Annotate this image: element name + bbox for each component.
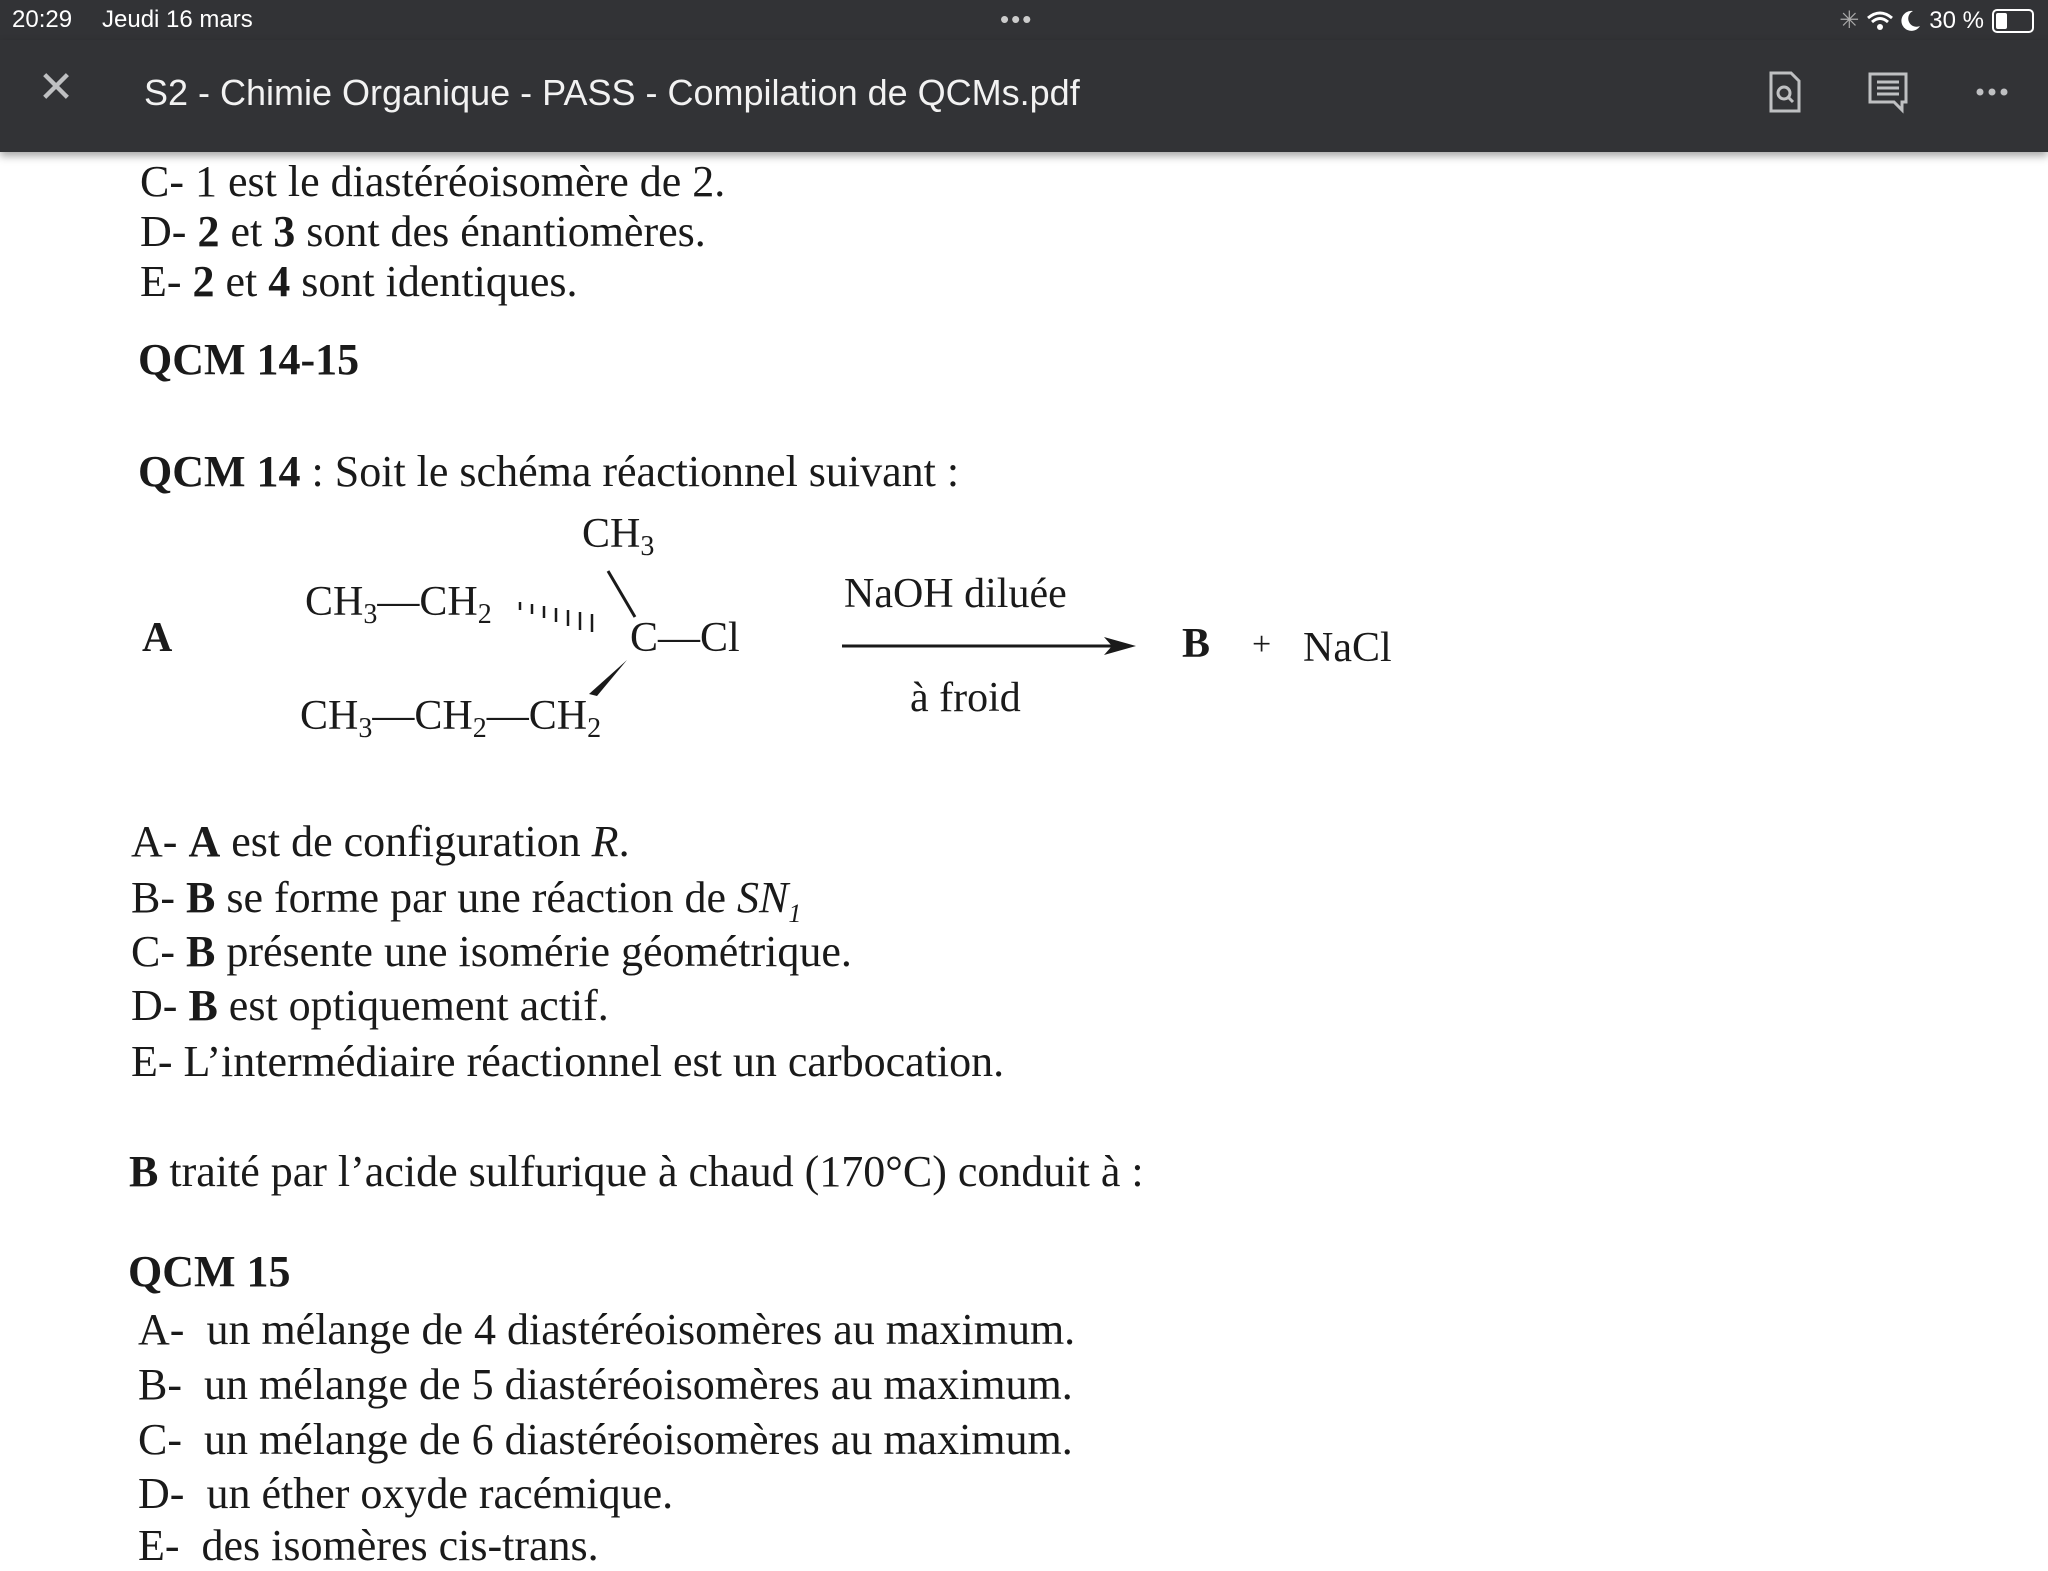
chiral-carbon: C—Cl (630, 615, 740, 661)
multitasking-dots-icon[interactable]: ••• (1000, 4, 1034, 34)
qcm15-option-d: D- un éther oxyde racémique. (138, 1469, 674, 1518)
battery-percent: 30 % (1929, 6, 1984, 34)
moon-icon (1901, 10, 1921, 32)
qcm14-option-d: D- B est optiquement actif. (131, 981, 609, 1030)
prev-option-c: C- 1 est le diastéréoisomère de 2. (140, 157, 726, 206)
more-icon[interactable] (1970, 70, 2014, 114)
qcm15-option-b: B- un mélange de 5 diastéréoisomères au maximum. (138, 1360, 1073, 1409)
qcm15-title: QCM 15 (128, 1247, 291, 1296)
reactant-a-label: A (142, 615, 173, 661)
reaction-arrow-icon (842, 634, 1142, 658)
qcm14-option-a: A- A est de configuration R. (131, 817, 630, 866)
qcm14-option-b: B- B se forme par une réaction de $SN_1$ (131, 873, 802, 928)
status-icons (1839, 6, 2034, 35)
ethyl-group-left: $CH_3—CH_2$ (305, 579, 492, 630)
qcm14-option-e: E- L’intermédiaire réactionnel est un carbocation. (131, 1037, 1005, 1086)
stereo-bonds (500, 560, 660, 700)
byproduct-label: NaCl (1303, 625, 1392, 671)
loading-icon: ✳ (1839, 7, 1860, 34)
qcm15-option-a: A- un mélange de 4 diastéréoisomères au maximum. (138, 1305, 1076, 1354)
reagent-label: NaOH diluée (844, 571, 1067, 617)
qcm14-option-c: C- B présente une isomérie géométrique. (131, 927, 852, 976)
prev-option-e: E- 2 et 4 sont identiques. (140, 257, 578, 306)
status-bar (0, 0, 2048, 40)
comments-icon[interactable] (1866, 70, 1910, 114)
qcm15-option-c: C- un mélange de 6 diastéréoisomères au maximum. (138, 1415, 1073, 1464)
condition-label: à froid (910, 675, 1021, 721)
methyl-group: $CH_3$ (582, 511, 655, 562)
pdf-toolbar (0, 40, 2048, 152)
document-title: S2 - Chimie Organique - PASS - Compilation de QCMs.pdf (144, 72, 1080, 113)
plus-sign: + (1252, 626, 1272, 663)
wifi-icon (1867, 11, 1893, 31)
qcm14-intro: QCM 14 : Soit le schéma réactionnel suivant : (138, 447, 960, 496)
prev-option-d: D- 2 et 3 sont des énantiomères. (140, 207, 706, 256)
close-icon[interactable]: ✕ (37, 63, 75, 112)
b-treated-statement: B traité par l’acide sulfurique à chaud (170°C) conduit à : (129, 1147, 1144, 1196)
document-search-icon[interactable] (1763, 70, 1807, 114)
status-date: Jeudi 16 mars (102, 6, 253, 33)
battery-icon (1992, 9, 2034, 33)
propyl-group: $CH_3—CH_2—CH_2$ (300, 693, 602, 744)
product-b-label: B (1182, 621, 1211, 667)
section-title: QCM 14-15 (138, 335, 360, 384)
qcm15-option-e: E- des isomères cis-trans. (138, 1521, 599, 1570)
status-time: 20:29 (12, 6, 73, 33)
